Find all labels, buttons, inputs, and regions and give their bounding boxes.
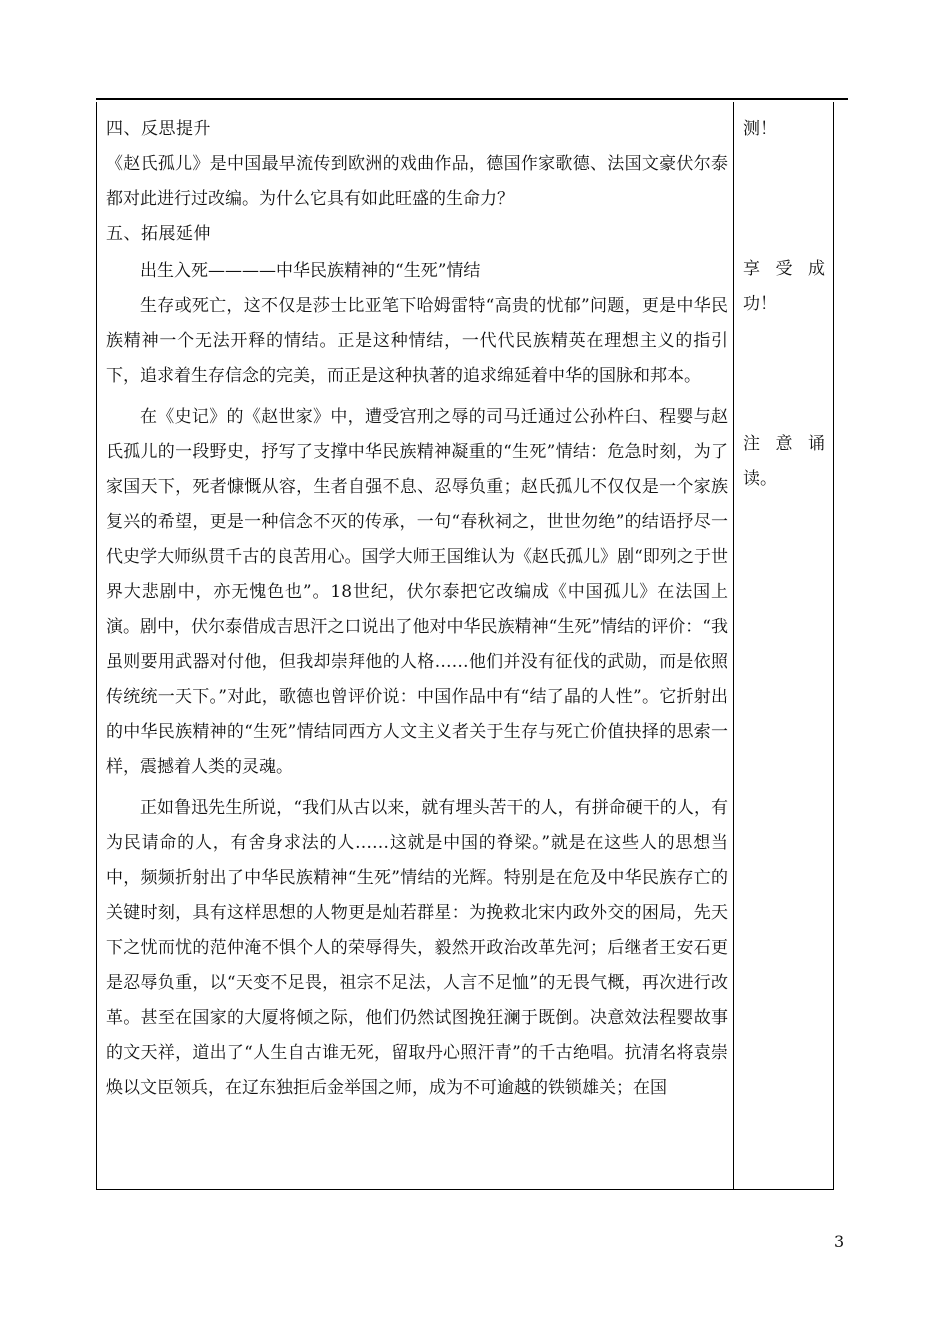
side-note-success: [743, 252, 825, 322]
section4-text: 《赵氏孤儿》是中国最早流传到欧洲的戏曲作品，德国作家歌德、法国文豪伏尔泰都对此进行过改编。为什么它具有如此旺盛的生命力？: [106, 154, 728, 209]
top-rule: [96, 98, 848, 100]
paragraph-3: 正如鲁迅先生所说，“我们从古以来，就有埋头苦干的人，有拼命硬干的人，有为民请命的人，有舍身求法的人……这就是中国的脊梁。”就是在这些人的思想当中，频频折射出了中华民族精神“生死”情结的光辉。特别是在危及中华民族存亡的关键时刻，具有这样思想的人物更是灿若群星：为挽救北宋内政外交的困局，先天下之忧而忧的范仲淹不惧个人的荣辱得失，毅然开政治改革先河；后继者王安石更是忍辱负重，以“天变不足畏，祖宗不足法，人言不足恤”的无畏气概，再次进行改革。甚至在国家的大厦将倾之际，他们仍然试图挽狂澜于既倒。决意效法程婴故事的文天祥，道出了“人生自古谁无死，留取丹心照汗青”的千古绝唱。抗清名将袁崇焕以文臣领兵，在辽东独拒后金举国之师，成为不可逾越的铁锁雄关；在国: [106, 798, 728, 1098]
page-number: 3: [834, 1232, 845, 1251]
main-column: [106, 112, 728, 1106]
side-note-test: [743, 112, 825, 147]
paragraph-1: 生存或死亡，这不仅是莎士比亚笔下哈姆雷特“高贵的忧郁”问题，更是中华民族精神一个无法开释的情结。正是这种情结，一代代民族精英在理想主义的指引下，追求着生存信念的完美，而正是这种执著的追求绵延着中华的国脉和邦本。: [106, 296, 728, 386]
side-note-recite: [743, 427, 825, 497]
column-divider: [733, 102, 734, 1189]
side-note-3: 注意诵读。: [743, 434, 825, 489]
side-note-1: 测！: [743, 119, 777, 139]
side-note-2: 享受成功！: [743, 259, 825, 314]
article-title: 出生入死————中华民族精神的“生死”情结: [140, 261, 481, 281]
section4-heading: 四、反思提升: [106, 119, 211, 139]
section5-heading: 五、拓展延伸: [106, 224, 211, 244]
paragraph-2: 在《史记》的《赵世家》中，遭受宫刑之辱的司马迁通过公孙杵臼、程婴与赵氏孤儿的一段野史，抒写了支撑中华民族精神凝重的“生死”情结：危急时刻，为了家国天下，死者慷慨从容，生者自强不息、忍辱负重；赵氏孤儿不仅仅是一个家族复兴的希望，更是一种信念不灭的传承，一句“春秋祠之，世世勿绝”的结语抒尽一代史学大师纵贯千古的良苦用心。国学大师王国维认为《赵氏孤儿》剧“即列之于世界大悲剧中，亦无愧色也”。18世纪，伏尔泰把它改编成《中国孤儿》在法国上演。剧中，伏尔泰借成吉思汗之口说出了他对中华民族精神“生死”情结的评价：“我虽则要用武器对付他，但我却崇拜他的人格……他们并没有征伐的武勋，而是依照传统统一天下。”对此，歌德也曾评价说：中国作品中有“结了晶的人性”。它折射出的中华民族精神的“生死”情结同西方人文主义者关于生存与死亡价值抉择的思索一样，震撼着人类的灵魂。: [106, 407, 728, 777]
lesson-table: [96, 102, 834, 1190]
